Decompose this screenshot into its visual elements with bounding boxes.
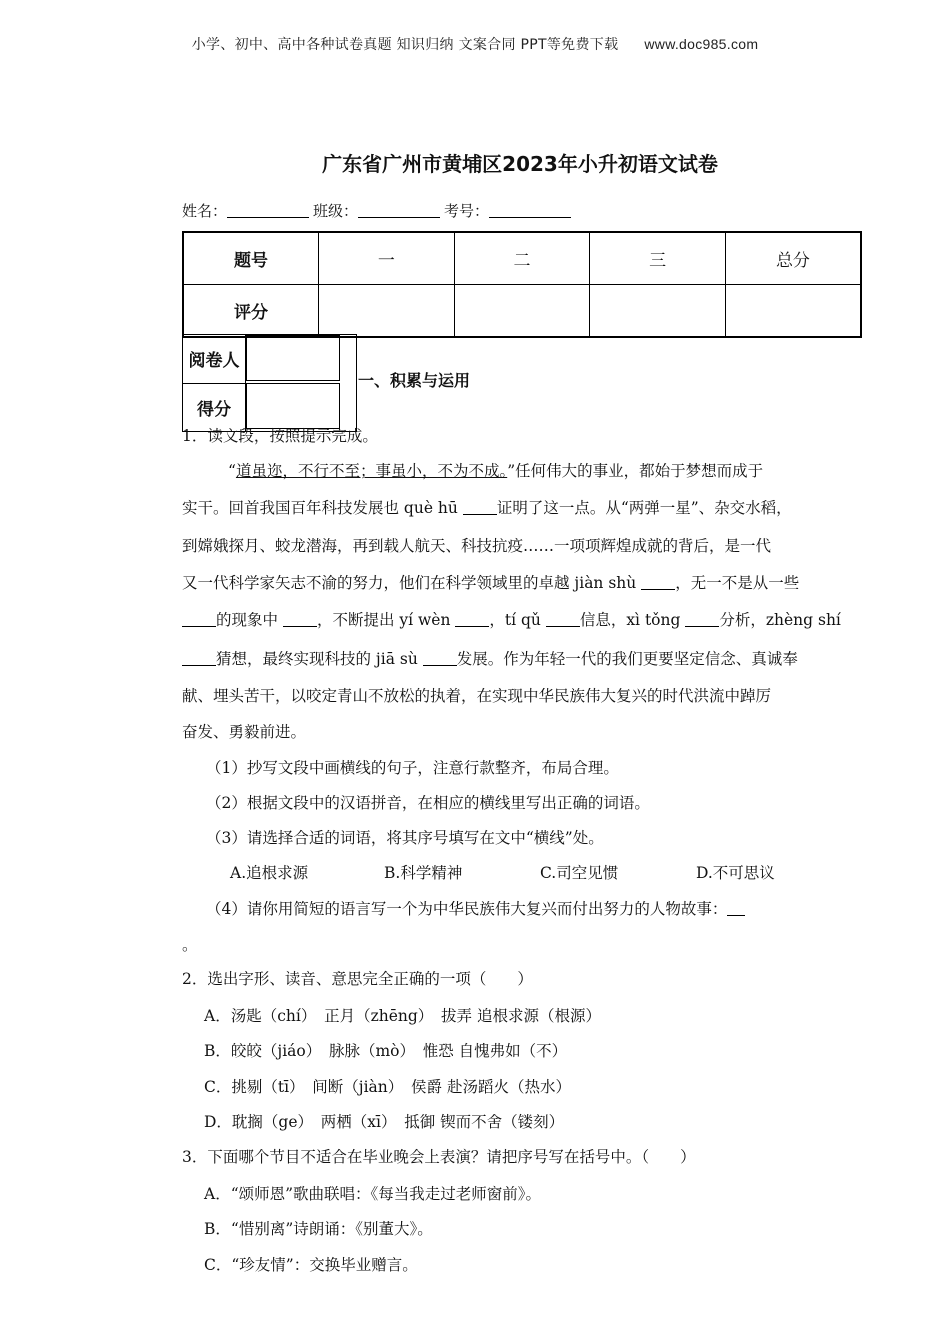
passage-line xyxy=(182,496,792,518)
sub-question-1: （1）抄写文段中画横线的句子，注意行款整齐，布局合理。 xyxy=(206,759,619,777)
question-2-stem: 2．选出字形、读音、意思完全正确的一项（ ） xyxy=(182,970,533,988)
question-2-option-a: A．汤匙（chí） 正月（zhēng） 拔弄 追根求源（根源） xyxy=(204,1007,601,1025)
passage-text: 又一代科学家矢志不渝的努力，他们在科学领域里的卓越 jiàn shù xyxy=(182,574,642,592)
passage-text: 猜想，最终实现科技的 jiā sù xyxy=(216,650,423,668)
passage-text: 的现象中 xyxy=(216,611,283,629)
page-header xyxy=(0,34,950,54)
passage-line: 到嫦娥探月、蛟龙潜海，再到载人航天、科技抗疫……一项项辉煌成就的背后，是一代 xyxy=(182,537,772,555)
class-label: 班级： xyxy=(313,202,359,220)
passage-text: 分析，zhèng shí xyxy=(719,611,841,629)
passage-text: 实干。回首我国百年科技发展也 què hū xyxy=(182,499,463,517)
passage-text: ，不断提出 yí wèn xyxy=(316,611,456,629)
question-3-option-c: C．“珍友情”：交换毕业赠言。 xyxy=(204,1256,418,1274)
underlined-sentence: 道虽迩，不行不至；事虽小，不为不成。 xyxy=(235,462,508,480)
question-2-option-d: D．耽搁（ge） 两栖（xī） 抵御 锲而不舍（镂刻） xyxy=(204,1113,565,1131)
exam-number-field[interactable] xyxy=(489,203,571,218)
passage-line xyxy=(182,571,799,593)
option-d: D.不可思议 xyxy=(696,864,775,882)
score-cell: 一 xyxy=(319,232,455,285)
student-info xyxy=(182,200,575,221)
exam-number-label: 考号： xyxy=(444,202,490,220)
score-input-cell[interactable] xyxy=(454,285,590,338)
score-cell: 二 xyxy=(454,232,590,285)
score-cell: 题号 xyxy=(183,232,319,285)
passage-line xyxy=(228,459,763,481)
header-banner: 小学、初中、高中各种试卷真题 知识归纳 文案合同 PPT等免费下载 xyxy=(191,37,619,53)
sub-question-3: （3）请选择合适的词语，将其序号填写在文中“横线”处。 xyxy=(206,829,604,847)
question-2-option-b: B．皎皎（jiáo） 脉脉（mò） 惟恐 自愧弗如（不） xyxy=(204,1042,568,1060)
passage-line xyxy=(182,608,841,630)
question-3-option-b: B．“惜别离”诗朗诵：《别董大》。 xyxy=(204,1220,433,1238)
section-heading: 一、积累与运用 xyxy=(358,371,471,390)
score-table-header-row xyxy=(183,232,861,285)
question-2-option-c: C．挑剔（tī） 间断（jiàn） 侯爵 赴汤蹈火（热水） xyxy=(204,1078,571,1096)
answer-blank[interactable] xyxy=(546,611,580,627)
reviewer-label: 阅卷人 xyxy=(183,335,246,384)
score-cell: 三 xyxy=(590,232,726,285)
passage-text: 证明了这一点。从“两弹一星”、杂交水稻， xyxy=(496,499,792,517)
answer-blank[interactable] xyxy=(423,650,457,666)
sub-question-2: （2）根据文段中的汉语拼音，在相应的横线里写出正确的词语。 xyxy=(206,794,650,812)
question-1-stem: 1．读文段，按照提示完成。 xyxy=(182,427,378,445)
passage-line xyxy=(182,647,798,669)
question-3-stem: 3．下面哪个节目不适合在毕业晚会上表演？请把序号写在括号中。（ ） xyxy=(182,1148,696,1166)
answer-blank[interactable] xyxy=(455,611,489,627)
answer-blank[interactable] xyxy=(463,499,497,515)
passage-text: 发展。作为年轻一代的我们更要坚定信念、真诚奉 xyxy=(456,650,798,668)
grade-cell[interactable] xyxy=(246,383,340,429)
score-input-cell[interactable] xyxy=(725,285,861,338)
answer-blank[interactable] xyxy=(283,611,317,627)
score-table-score-row xyxy=(183,285,861,338)
score-input-cell[interactable] xyxy=(319,285,455,338)
grade-label: 得分 xyxy=(183,383,246,432)
answer-blank[interactable] xyxy=(685,611,719,627)
score-table xyxy=(182,231,862,338)
passage-text: ，tí qǔ xyxy=(489,611,546,629)
question-3-option-a: A．“颂师恩”歌曲联唱：《每当我走过老师窗前》。 xyxy=(204,1185,542,1203)
reviewer-cell[interactable] xyxy=(246,335,340,381)
score-cell: 总分 xyxy=(725,232,861,285)
answer-blank[interactable] xyxy=(182,650,216,666)
option-c: C.司空见惯 xyxy=(540,864,619,882)
answer-blank[interactable] xyxy=(182,611,216,627)
score-input-cell[interactable] xyxy=(590,285,726,338)
passage-text: （4）请你用简短的语言写一个为中华民族伟大复兴而付出努力的人物故事： xyxy=(206,900,728,918)
answer-blank[interactable] xyxy=(727,900,745,916)
passage-text: ，无一不是从一些 xyxy=(675,574,800,592)
class-field[interactable] xyxy=(358,203,440,218)
name-field[interactable] xyxy=(227,203,309,218)
passage-line: 奋发、勇毅前进。 xyxy=(182,723,307,741)
passage-text: ”任何伟大的事业，都始于梦想而成于 xyxy=(507,462,764,480)
header-url[interactable]: www.doc985.com xyxy=(644,36,759,52)
name-label: 姓名： xyxy=(182,202,228,220)
answer-blank[interactable] xyxy=(641,574,675,590)
passage-line: 献、埋头苦干，以咬定青山不放松的执着，在实现中华民族伟大复兴的时代洪流中踔厉 xyxy=(182,687,772,705)
score-row-label: 评分 xyxy=(183,285,319,338)
quote-mark: “ xyxy=(228,462,236,480)
grader-table xyxy=(182,334,357,432)
sub-question-4-end: 。 xyxy=(182,936,198,954)
option-b: B.科学精神 xyxy=(384,864,463,882)
sub-question-4 xyxy=(206,897,745,919)
passage-text: 信息，xì tǒng xyxy=(579,611,686,629)
option-a: A.追根求源 xyxy=(230,864,309,882)
page-title: 广东省广州市黄埔区2023年小升初语文试卷 xyxy=(322,152,718,176)
